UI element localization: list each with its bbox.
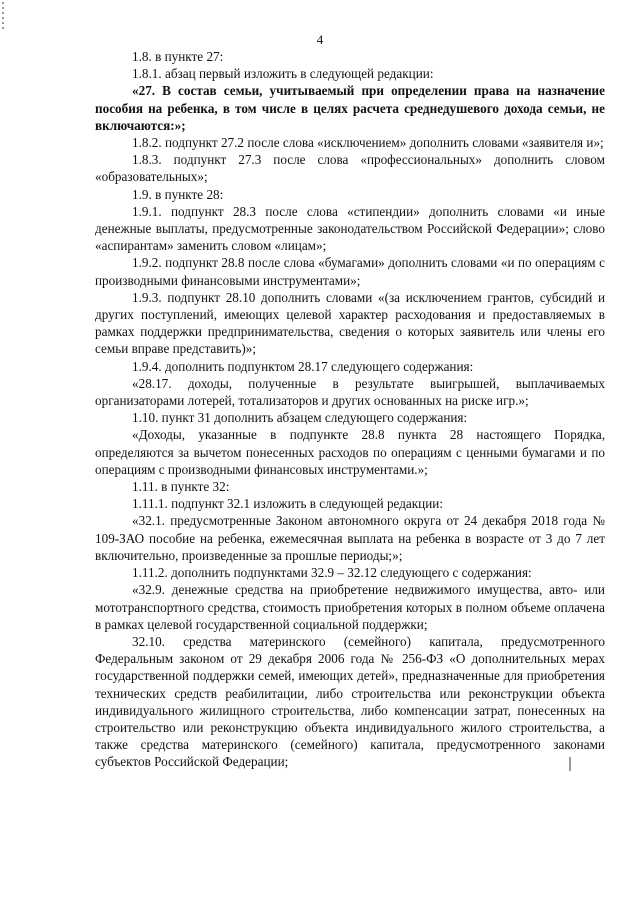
paragraph: «27. В состав семьи, учитываемый при определении права на назначение пособия на ребенка, в том числе в целях расчета среднедушевого дохода семьи, не включаются:»; (95, 83, 605, 133)
paragraph: 1.11. в пункте 32: (132, 479, 230, 495)
paragraph: 1.11.1. подпункт 32.1 изложить в следующей редакции: (132, 496, 444, 512)
paragraph: «Доходы, указанные в подпункте 28.8 пункта 28 настоящего Порядка, определяются за вычетом понесенных расходов по операциям с ценными бумагами и по операциям с производными финансовых инструментами.»; (95, 427, 605, 477)
paragraph: 1.11.2. дополнить подпунктами 32.9 – 32.12 следующего с содержания: (132, 565, 532, 581)
paragraph: «32.1. предусмотренные Законом автономного округа от 24 декабря 2018 года № 109-ЗАО пособие на ребенка, ежемесячная выплата на ребенка в возрасте от 3 до 7 лет включительно, произведенные за прошлые периоды;»; (95, 513, 605, 563)
paragraph: 1.9.1. подпункт 28.3 после слова «стипендии» дополнить словами «и иные денежные выплаты, предусмотренные законодательством Российской Федерации»; слово «аспирантам» заменить словом «лицам»; (95, 203, 605, 254)
paragraph: 1.9.4. дополнить подпунктом 28.17 следующего содержания: (132, 358, 474, 374)
scan-artifact-mark (2, 2, 4, 32)
document-body (95, 48, 605, 771)
paragraph: 1.9.2. подпункт 28.8 после слова «бумагами» дополнить словами «и по операциям с производными финансовыми инструментами»; (95, 255, 605, 288)
paragraph: 1.9.3. подпункт 28.10 дополнить словами «(за исключением грантов, субсидий и других поступлений, имеющих целевой характер расходования и предоставляемых в рамках поддержки предпринимательства, сведения о которых заявитель или члены его семьи вправе представить)»; (95, 289, 605, 357)
paragraph: 1.8.3. подпункт 27.3 после слова «профессиональных» дополнить словом «образовательных»; (95, 152, 605, 185)
paragraph: «32.9. денежные средства на приобретение недвижимого имущества, авто- или мототранспортного средства, стоимость приобретения которых в полном объеме оплачена в рамках целевой государственной социальной поддержки; (95, 582, 605, 632)
scan-artifact-mark (569, 757, 571, 771)
paragraph: 1.8. в пункте 27: (132, 49, 224, 64)
page-number: 4 (316, 32, 324, 47)
paragraph: 1.9. в пункте 28: (132, 186, 224, 202)
paragraph: 1.10. пункт 31 дополнить абзацем следующего содержания: (132, 410, 468, 426)
paragraph: 1.8.1. абзац первый изложить в следующей редакции: (132, 66, 434, 82)
paragraph: «28.17. доходы, полученные в результате выигрышей, выплачиваемых организаторами лотерей, тотализаторов и других основанных на риске игр.»; (95, 375, 605, 409)
paragraph: 32.10. средства материнского (семейного) капитала, предусмотренного Федеральным законом от 29 декабря 2006 года № 256-ФЗ «О дополнительных мерах государственной поддержки семей, имеющих детей», предназначенные для приобретения технических средств реабилитации, либо строительства или реконструкции объекта индивидуального жилищного строительства, либо компенсации затрат, понесенных на строительство или реконструкцию объекта индивидуального жилого строительства, а также средства материнского (семейного) капитала, предусмотренного законами субъектов Российской Федерации; (95, 633, 605, 770)
paragraph: 1.8.2. подпункт 27.2 после слова «исключением» дополнить словами «заявителя и»; (132, 135, 604, 151)
